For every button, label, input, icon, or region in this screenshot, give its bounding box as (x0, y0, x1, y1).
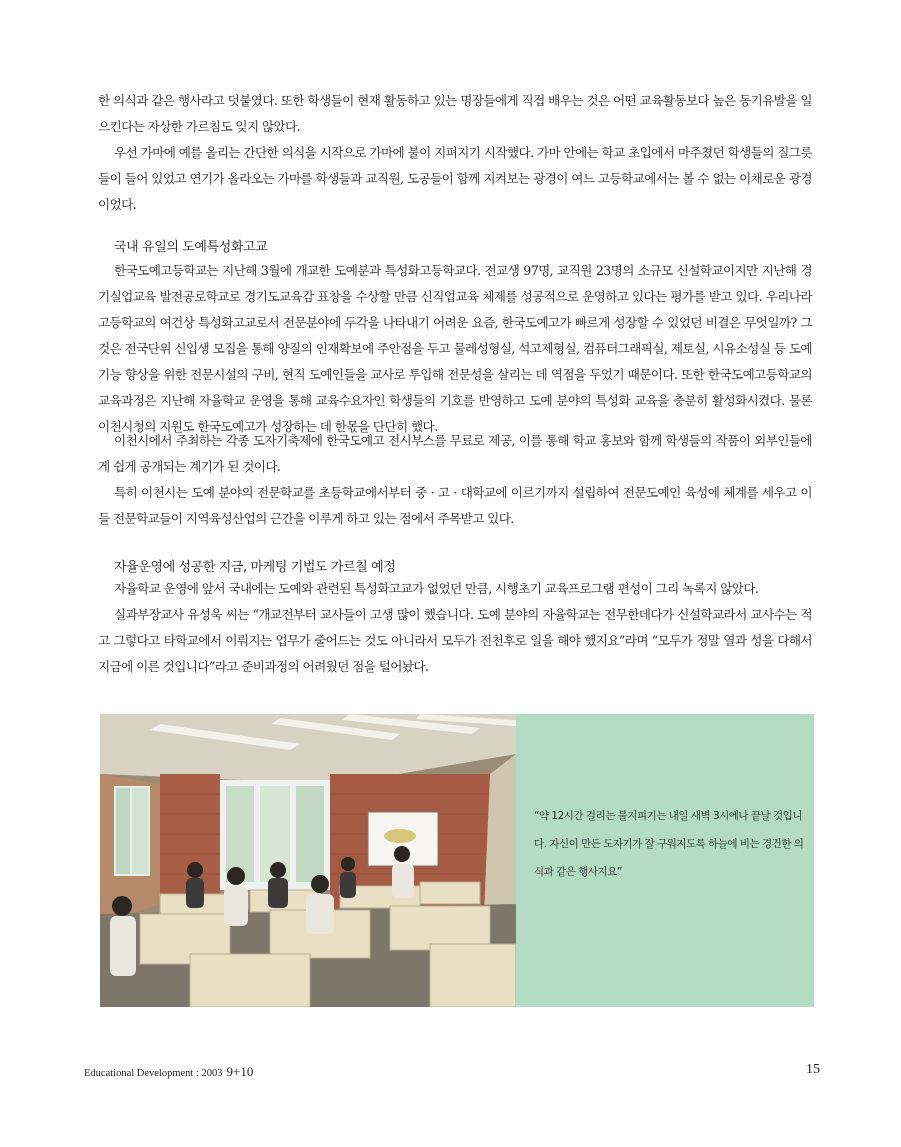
issue-number: 9+10 (226, 1064, 254, 1079)
body-paragraph-3: 한국도예고등학교는 지난해 3월에 개교한 도예분과 특성화고등학교다. 전교생 97명, 교직원 23명의 소규모 신설학교이지만 지난해 경기실업교육 발전공로학교로 경기도교육감 표창을 수상할 만큼 신직업교육 체제를 성공적으로 운영하고 있다는 평가를 받고 있다. 우리나라 고등학교의 여건상 특성화고교로서 전문분야에 두각을 나타내기 어려운 요즘, 한국도예고가 빠르게 성장할 수 있었던 비결은 무엇일까? 그것은 전국단위 신입생 모집을 통해 양질의 인재확보에 주안점을 두고 물레성형실, 석고제형실, 컴퓨터그래픽실, 제토실, 시유소성실 등 도예기능 향상을 위한 전문시설의 구비, 현직 도예인들을 교사로 투입해 전문성을 살리는 데 역점을 두었기 때문이다. 또한 한국도예고등학교의 교육과정은 지난해 자율학교 운영을 통해 교육수요자인 학생들의 기호를 반영하고 도예 분야의 특성화 교육을 충분히 활성화시켰다. 물론 이천시청의 지원도 한국도예고가 성장하는 데 한몫을 단단히 했다. (98, 263, 812, 434)
section-heading-1: 국내 유일의 도예특성화고교 (114, 240, 268, 255)
page-number: 15 (806, 1062, 820, 1077)
footer-publication (84, 1064, 253, 1080)
body-paragraph-4: 이천시에서 주최하는 각종 도자기축제에 한국도예고 전시부스를 무료로 제공, 이를 통해 학교 홍보와 함께 학생들의 작품이 외부인들에게 쉽게 공개되는 계기가 된 것이다. (98, 433, 812, 474)
section-heading-2: 자율운영에 성공한 지금, 마케팅 기법도 가르칠 예정 (114, 560, 396, 575)
body-paragraph-6: 자율학교 운영에 앞서 국내에는 도예와 관련된 특성화고교가 없었던 만큼, 시행초기 교육프로그램 편성이 그리 녹록지 않았다. (114, 581, 759, 596)
body-paragraph-1: 한 의식과 같은 행사라고 덧붙였다. 또한 학생들이 현재 활동하고 있는 명장들에게 직접 배우는 것은 어떤 교육활동보다 높은 동기유발을 일으킨다는 자상한 가르침도 잊지 않았다. (98, 93, 812, 134)
body-paragraph-5: 특히 이천시는 도예 분야의 전문학교를 초등학교에서부터 중 · 고 · 대학교에 이르기까지 설립하여 전문도예인 육성에 체계를 세우고 이들 전문학교들이 지역육성산업의 근간을 이루게 하고 있는 점에서 주목받고 있다. (98, 485, 812, 526)
body-paragraph-2: 우선 가마에 예를 올리는 간단한 의식을 시작으로 가마에 불이 지펴지기 시작했다. 가마 안에는 학교 초입에서 마주쳤던 학생들의 질그릇들이 들어 있었고 연기가 올라오는 가마를 학생들과 교직원, 도공들이 함께 지켜보는 광경이 여느 고등학교에서는 볼 수 없는 이채로운 광경이었다. (98, 145, 812, 212)
pull-quote: “약 12시간 걸리는 불지피기는 내일 새벽 3시에나 끝날 것입니다. 자신이 만든 도자기가 잘 구워지도록 하늘에 비는 경건한 의식과 같은 행사지요” (534, 810, 804, 878)
pull-quote-box (516, 714, 814, 1007)
body-paragraph-7: 실과부장교사 유성욱 씨는 “개교전부터 교사들이 고생 많이 했습니다. 도예 분야의 자율학교는 전무한데다가 신설학교라서 교사수는 적고 그렇다고 타학교에서 이뤄지는 업무가 줄어드는 것도 아니라서 모두가 전천후로 일을 해야 했지요”라며 “모두가 정말 열과 성을 다해서 지금에 이른 것입니다”라고 준비과정의 어려웠던 점을 털어놨다. (98, 607, 812, 674)
classroom-photo (100, 714, 516, 1007)
publication-name: Educational Development : 2003 (84, 1068, 223, 1079)
